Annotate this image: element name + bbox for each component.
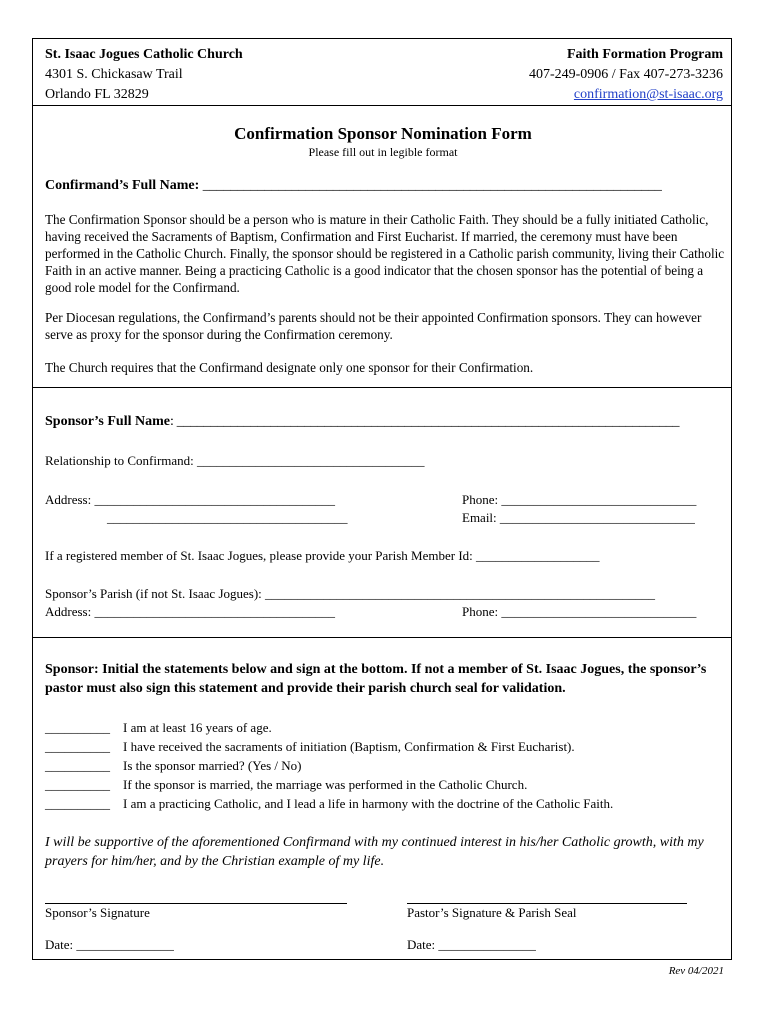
- church-address-line2: Orlando FL 32829: [45, 87, 149, 102]
- church-name: St. Isaac Jogues Catholic Church: [45, 47, 243, 62]
- sponsor-email-field[interactable]: Email: ______________________________: [462, 510, 695, 525]
- confirmand-name-label: Confirmand’s Full Name:: [45, 178, 203, 193]
- confirmand-name-blank[interactable]: ___________________________________________________________________: [202, 178, 662, 193]
- sponsor-name-label: Sponsor’s Full Name: [45, 414, 170, 429]
- statement-initial-5[interactable]: __________: [45, 796, 110, 811]
- sponsor-signature-line[interactable]: [45, 903, 347, 904]
- parish-phone-field[interactable]: Phone: ______________________________: [462, 604, 697, 619]
- sponsor-pledge: I will be supportive of the aforementioned Confirmand with my continued interest in his/her Catholic growth, with my prayers for him/her, and by the Christian example of my life.: [45, 835, 704, 869]
- revision-label: Rev 04/2021: [668, 965, 724, 977]
- parish-address-field[interactable]: Address: _____________________________________: [45, 604, 335, 619]
- sponsor-name-field[interactable]: [45, 414, 679, 430]
- statement-text-3: Is the sponsor married? (Yes / No): [123, 758, 302, 773]
- sponsor-date-field[interactable]: Date: _______________: [45, 937, 174, 952]
- section-divider-1: [33, 387, 731, 388]
- sponsor-address-cont-field[interactable]: _____________________________________: [107, 510, 348, 525]
- sponsor-name-blank[interactable]: : ___________________________________________________________________________: [169, 414, 680, 429]
- section-divider-2: [33, 637, 731, 638]
- statement-initial-4[interactable]: __________: [45, 777, 110, 792]
- program-name: Faith Formation Program: [566, 47, 723, 62]
- intro-paragraph-3: The Church requires that the Confirmand designate only one sponsor for their Confirmation.: [45, 360, 534, 375]
- sponsor-signature-label: Sponsor’s Signature: [45, 905, 150, 920]
- sponsor-phone-field[interactable]: Phone: ______________________________: [462, 492, 697, 507]
- header-divider: [33, 105, 731, 106]
- statement-initial-1[interactable]: __________: [45, 720, 110, 735]
- statement-initial-2[interactable]: __________: [45, 739, 110, 754]
- statement-text-1: I am at least 16 years of age.: [123, 720, 272, 735]
- form-subtitle: Please fill out in legible format: [308, 145, 458, 159]
- sponsor-parish-field[interactable]: Sponsor’s Parish (if not St. Isaac Jogues): ____________________________________________________________: [45, 586, 656, 601]
- confirmand-name-field[interactable]: [45, 178, 662, 194]
- member-id-field[interactable]: If a registered member of St. Isaac Jogues, please provide your Parish Member Id: ___________________: [45, 548, 600, 563]
- relationship-field[interactable]: Relationship to Confirmand: ___________________________________: [45, 453, 425, 468]
- statement-initial-3[interactable]: __________: [45, 758, 110, 773]
- email-link[interactable]: confirmation@st-isaac.org: [573, 87, 723, 102]
- intro-paragraph-2: Per Diocesan regulations, the Confirmand’s parents should not be their appointed Confirmation sponsors. They can however serve as proxy for the sponsor during the Confirmation ceremony.: [45, 310, 702, 342]
- pastor-date-field[interactable]: Date: _______________: [407, 937, 536, 952]
- pastor-signature-label: Pastor’s Signature & Parish Seal: [407, 905, 577, 920]
- pastor-signature-line[interactable]: [407, 903, 687, 904]
- church-address-line1: 4301 S. Chickasaw Trail: [45, 67, 183, 82]
- statement-text-5: I am a practicing Catholic, and I lead a life in harmony with the doctrine of the Catholic Faith.: [123, 796, 614, 811]
- sponsor-address-field[interactable]: Address: _____________________________________: [45, 492, 335, 507]
- phone-fax: 407-249-0906 / Fax 407-273-3236: [528, 67, 723, 82]
- statement-text-4: If the sponsor is married, the marriage was performed in the Catholic Church.: [123, 777, 528, 792]
- statement-text-2: I have received the sacraments of initiation (Baptism, Confirmation & First Eucharist).: [123, 739, 575, 754]
- form-title: Confirmation Sponsor Nomination Form: [234, 124, 532, 143]
- intro-paragraph-1: The Confirmation Sponsor should be a person who is mature in their Catholic Faith. They should be a fully initiated Catholic, having received the Sacraments of Baptism, Confirmation and First Eucharist. If married, the ceremony must have been performed in the Catholic Church. Finally, the sponsor should be registered in a Catholic parish community, living their Catholic Faith in an active manner. Being a practicing Catholic is a good indicator that the chosen sponsor has the potential of being a good role model for the Confirmand.: [45, 212, 725, 295]
- statements-instruction: Sponsor: Initial the statements below and sign at the bottom. If not a member of St. Isaac Jogues, the sponsor’s pastor must also sign this statement and provide their parish church seal for validation.: [45, 662, 707, 696]
